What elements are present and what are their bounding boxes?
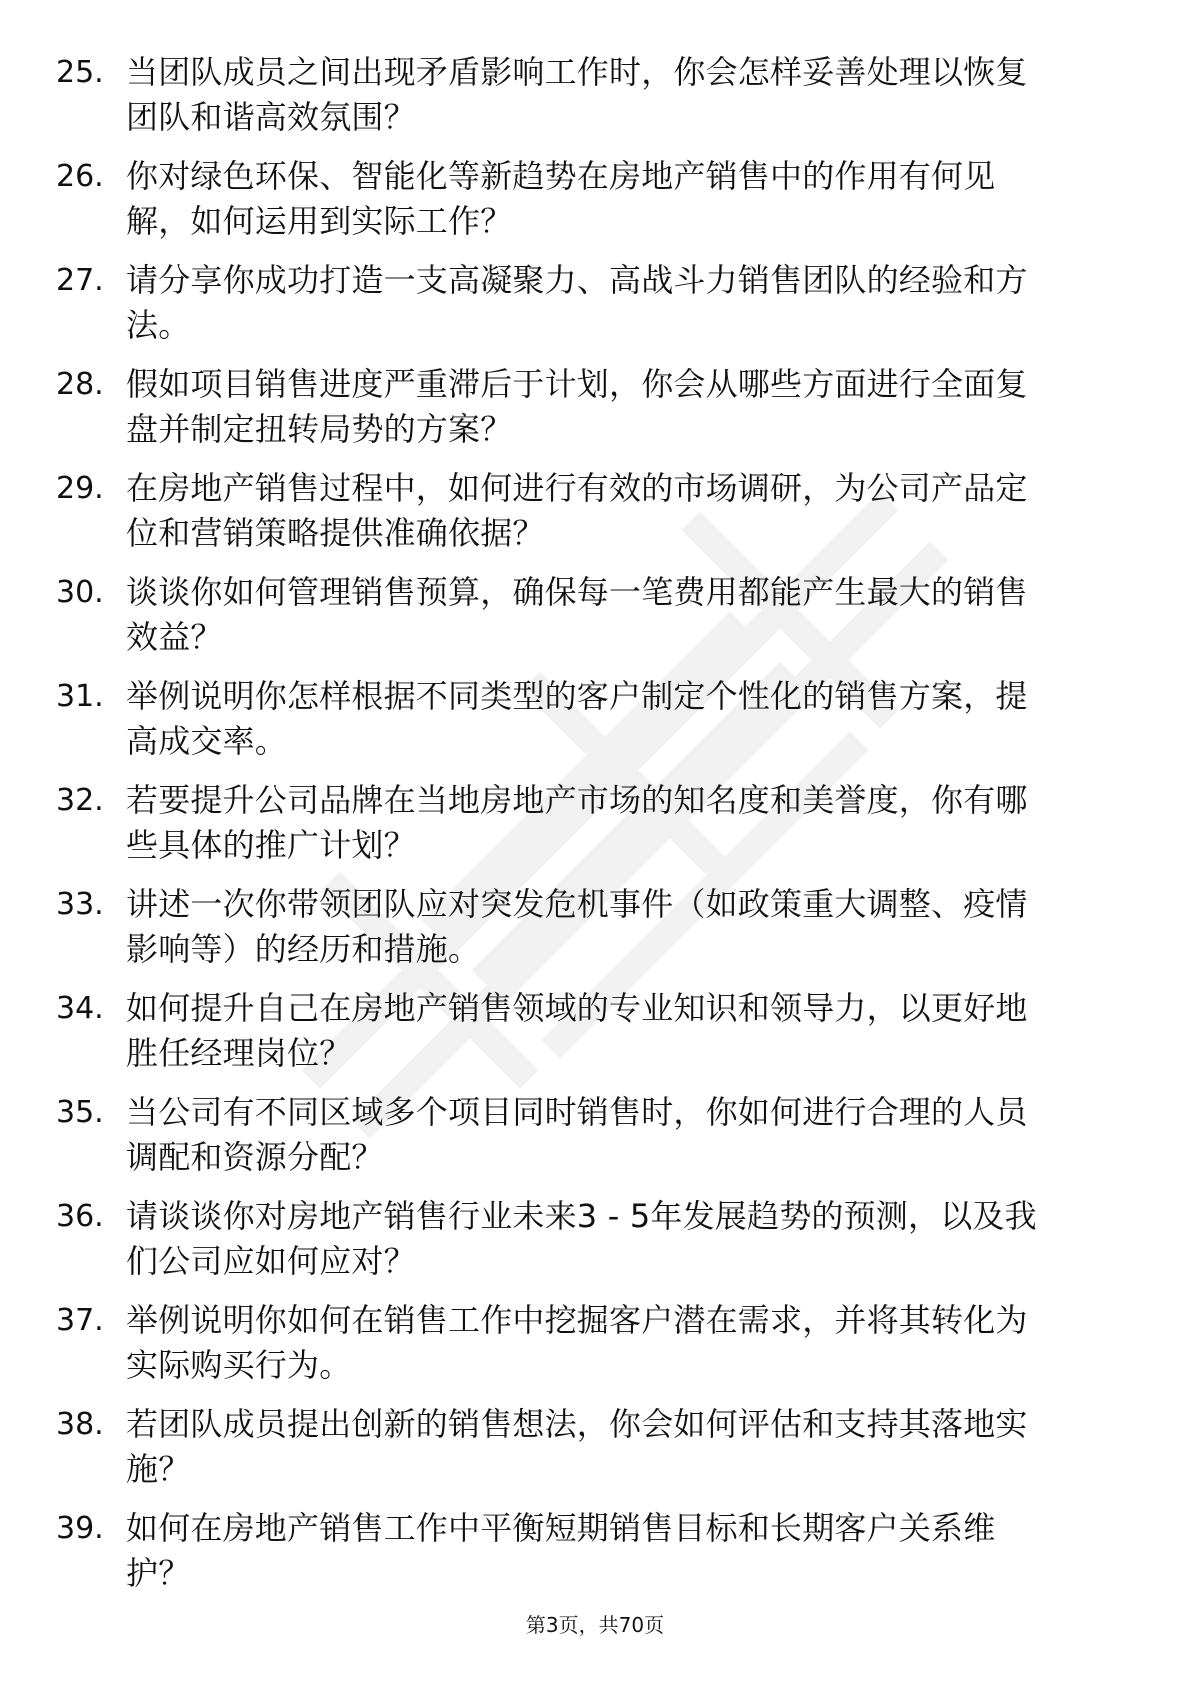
question-item-25 (56, 50, 1136, 154)
question-number: 31. (56, 679, 104, 714)
question-item-34 (56, 986, 1136, 1090)
question-text: 请分享你成功打造一支高凝聚力、高战斗力销售团队的经验和方 法。 (126, 261, 1028, 344)
question-item-26 (56, 154, 1136, 258)
question-item-37 (56, 1298, 1136, 1402)
question-number: 37. (56, 1303, 104, 1338)
question-number: 30. (56, 575, 104, 610)
question-text: 请谈谈你对房地产销售行业未来3 - 5年发展趋势的预测，以及我 们公司应如何应对？ (126, 1197, 1037, 1280)
question-number: 25. (56, 55, 104, 90)
question-text: 你对绿色环保、智能化等新趋势在房地产销售中的作用有何见 解，如何运用到实际工作？ (126, 157, 996, 240)
question-text: 举例说明你如何在销售工作中挖掘客户潜在需求，并将其转化为 实际购买行为。 (126, 1301, 1028, 1384)
question-number: 35. (56, 1095, 104, 1130)
question-item-27 (56, 258, 1136, 362)
question-number: 33. (56, 887, 104, 922)
question-number: 27. (56, 263, 104, 298)
question-item-35 (56, 1090, 1136, 1194)
question-list (56, 50, 1136, 1610)
question-item-38 (56, 1402, 1136, 1506)
question-item-30 (56, 570, 1136, 674)
question-item-28 (56, 362, 1136, 466)
question-text: 当公司有不同区域多个项目同时销售时，你如何进行合理的人员 调配和资源分配？ (126, 1093, 1028, 1176)
question-number: 32. (56, 783, 104, 818)
question-text: 举例说明你怎样根据不同类型的客户制定个性化的销售方案，提 高成交率。 (126, 677, 1028, 760)
question-item-33 (56, 882, 1136, 986)
question-number: 34. (56, 991, 104, 1026)
question-item-29 (56, 466, 1136, 570)
question-number: 28. (56, 367, 104, 402)
question-text: 如何在房地产销售工作中平衡短期销售目标和长期客户关系维 护？ (126, 1509, 996, 1592)
question-text: 当团队成员之间出现矛盾影响工作时，你会怎样妥善处理以恢复 团队和谐高效氛围？ (126, 53, 1028, 136)
question-text: 谈谈你如何管理销售预算，确保每一笔费用都能产生最大的销售 效益？ (126, 573, 1028, 656)
question-text: 若团队成员提出创新的销售想法，你会如何评估和支持其落地实 施？ (126, 1405, 1028, 1488)
question-item-32 (56, 778, 1136, 882)
question-text: 讲述一次你带领团队应对突发危机事件（如政策重大调整、疫情 影响等）的经历和措施。 (126, 885, 1028, 968)
question-number: 29. (56, 471, 104, 506)
question-item-39 (56, 1506, 1136, 1610)
page-indicator: 第3页，共70页 (525, 1613, 665, 1637)
question-text: 假如项目销售进度严重滞后于计划，你会从哪些方面进行全面复 盘并制定扭转局势的方案？ (126, 365, 1028, 448)
question-number: 38. (56, 1407, 104, 1442)
question-text: 在房地产销售过程中，如何进行有效的市场调研，为公司产品定 位和营销策略提供准确依据？ (126, 469, 1028, 552)
question-text: 如何提升自己在房地产销售领域的专业知识和领导力，以更好地 胜任经理岗位？ (126, 989, 1028, 1072)
question-item-31 (56, 674, 1136, 778)
question-item-36 (56, 1194, 1136, 1298)
question-number: 36. (56, 1199, 104, 1234)
question-number: 26. (56, 159, 104, 194)
question-text: 若要提升公司品牌在当地房地产市场的知名度和美誉度，你有哪 些具体的推广计划？ (126, 781, 1028, 864)
question-number: 39. (56, 1511, 104, 1546)
